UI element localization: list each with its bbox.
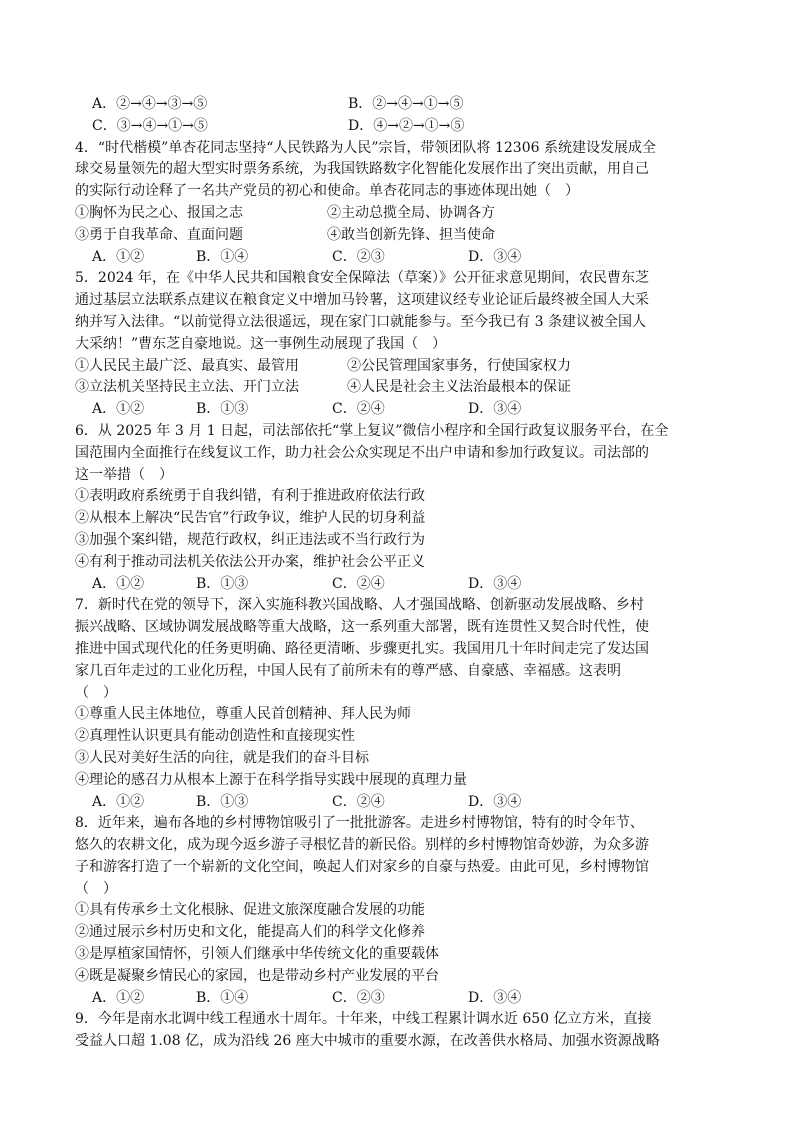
question-4 (75, 138, 725, 269)
statement: ④理论的感召力从根本上源于在科学指导实践中展现的真理力量 (75, 771, 467, 788)
statement: ③人民对美好生活的向往，就是我们的奋斗目标 (75, 749, 369, 766)
statement-row (75, 377, 725, 399)
option-c[interactable]: C．②④ (332, 793, 385, 810)
question-stem-line: 球交易量领先的超大型实时票务系统，为我国铁路数字化智能化发展作出了突出贡献，用自己 (75, 161, 649, 178)
option-c[interactable]: C．②③ (332, 989, 385, 1006)
option-d[interactable]: D．④→②→①→⑤ (348, 117, 465, 134)
statement: ②公民管理国家事务，行使国家权力 (347, 357, 571, 374)
statement: ①人民民主最广泛、最真实、最管用 (75, 357, 299, 374)
question-stem-line: （ ） (75, 684, 117, 701)
question-stem-line: 这一举措（ ） (75, 466, 173, 483)
option-b[interactable]: B．①③ (196, 575, 249, 592)
statement: ③加强个案纠错，规范行政权，纠正违法或不当行政行为 (75, 531, 425, 548)
q3-options-row-2 (75, 116, 725, 138)
question-9 (75, 1009, 725, 1053)
question-stem-line: 的实际行动诠释了一名共产党员的初心和使命。单杏花同志的事迹体现出她（ ） (75, 183, 579, 200)
question-stem-line: 悠久的农耕文化，成为现今返乡游子寻根忆昔的新民俗。别样的乡村博物馆奇妙游，为众多游 (75, 837, 649, 854)
question-stem-line: 4．“时代楷模”单杏花同志坚持“人民铁路为人民”宗旨，带领团队将 12306 系统建设发展成全 (75, 139, 656, 156)
statement: ①表明政府系统勇于自我纠错，有利于推进政府依法行政 (75, 488, 425, 505)
statement: ②主动总揽全局、协调各方 (327, 204, 495, 221)
option-a[interactable]: A．①② (92, 575, 145, 592)
option-b[interactable]: B．①④ (196, 989, 249, 1006)
statement: ③是厚植家国情怀，引领人们继承中华传统文化的重要载体 (75, 946, 439, 963)
option-d[interactable]: D．③④ (468, 248, 522, 265)
question-stem-line: 家几百年走过的工业化历程，中国人民有了前所未有的尊严感、自豪感、幸福感。这表明 (75, 662, 621, 679)
option-c[interactable]: C．③→④→①→⑤ (92, 117, 208, 134)
option-c[interactable]: C．②③ (332, 248, 385, 265)
question-stem-line: 6．从 2025 年 3 月 1 日起，司法部依托“掌上复议”微信小程序和全国行政复议服务平台，在全 (75, 422, 669, 439)
statement: ④有利于推动司法机关依法公开办案，维护社会公平正义 (75, 553, 425, 570)
question-stem-line: 通过基层立法联系点建议在粮食定义中增加马铃薯，这项建议经专业论证后最终被全国人大采 (75, 292, 649, 309)
statement: ②通过展示乡村历史和文化，能提高人们的科学文化修养 (75, 924, 425, 941)
statement: ④既是凝聚乡情民心的家园，也是带动乡村产业发展的平台 (75, 967, 439, 984)
option-b[interactable]: B．①③ (196, 793, 249, 810)
question-stem-line: 纳并写入法律。“以前觉得立法很遥远，现在家门口就能参与。至今我已有 3 条建议被全国人 (75, 313, 646, 330)
option-d[interactable]: D．③④ (468, 575, 522, 592)
options-row (75, 574, 725, 596)
statement: ③立法机关坚持民主立法、开门立法 (75, 379, 299, 396)
question-stem-line: 国范围内全面推行在线复议工作，助力社会公众实现足不出户申请和参加行政复议。司法部的 (75, 444, 649, 461)
option-b[interactable]: B．①③ (196, 401, 249, 418)
question-stem-line: 大采纳！”曹东芝自豪地说。这一事例生动展现了我国（ ） (75, 335, 447, 352)
option-a[interactable]: A．②→④→③→⑤ (92, 96, 208, 112)
question-8 (75, 813, 725, 1009)
options-row (75, 988, 725, 1010)
option-d[interactable]: D．③④ (468, 989, 522, 1006)
question-7 (75, 595, 725, 813)
options-row (75, 399, 725, 421)
option-d[interactable]: D．③④ (468, 401, 522, 418)
statement: ①尊重人民主体地位，尊重人民首创精神、拜人民为师 (75, 706, 411, 723)
statement-row (75, 203, 725, 225)
question-stem-line: 8．近年来，遍布各地的乡村博物馆吸引了一批批游客。走进乡村博物馆，特有的时令年节、 (75, 815, 644, 832)
option-a[interactable]: A．①② (92, 248, 145, 265)
question-5 (75, 268, 725, 421)
statement: ④敢当创新先锋、担当使命 (327, 226, 495, 243)
option-b[interactable]: B．②→④→①→⑤ (348, 96, 464, 112)
statement: ③勇于自我革命、直面问题 (75, 226, 243, 243)
question-6 (75, 421, 725, 595)
option-a[interactable]: A．①② (92, 989, 145, 1006)
options-row (75, 247, 725, 269)
option-c[interactable]: C．②④ (332, 401, 385, 418)
statement: ②从根本上解决“民告官”行政争议，维护人民的切身利益 (75, 510, 426, 527)
statement: ①具有传承乡土文化根脉、促进文旅深度融合发展的功能 (75, 902, 425, 919)
option-c[interactable]: C．②④ (332, 575, 385, 592)
exam-page (75, 94, 725, 1053)
question-stem-line: 7．新时代在党的领导下，深入实施科教兴国战略、人才强国战略、创新驱动发展战略、乡村 (75, 597, 644, 614)
question-stem-line: 振兴战略、区域协调发展战略等重大战略，这一系列重大部署，既有连贯性又契合时代性，使 (75, 619, 649, 636)
question-stem-line: 推进中国式现代化的任务更明确、路径更清晰、步骤更扎实。我国用几十年时间走完了发达国 (75, 640, 649, 657)
statement-row (75, 225, 725, 247)
statement-row (75, 356, 725, 378)
question-stem-line: （ ） (75, 880, 117, 897)
option-a[interactable]: A．①② (92, 793, 145, 810)
option-d[interactable]: D．③④ (468, 793, 522, 810)
option-b[interactable]: B．①④ (196, 248, 249, 265)
question-stem-line: 9．今年是南水北调中线工程通水十周年。十年来，中线工程累计调水近 650 亿立方米，直接 (75, 1011, 652, 1028)
q3-options-row-1 (75, 94, 725, 116)
options-row (75, 792, 725, 814)
question-stem-line: 5．2024 年，在《中华人民共和国粮食安全保障法（草案）》公开征求意见期间，农民曹东芝 (75, 270, 649, 287)
statement: ①胸怀为民之心、报国之志 (75, 204, 243, 221)
option-a[interactable]: A．①② (92, 401, 145, 418)
question-stem-line: 受益人口超 1.08 亿，成为沿线 26 座大中城市的重要水源，在改善供水格局、加强水资源战略 (75, 1033, 660, 1050)
statement: ④人民是社会主义法治最根本的保证 (347, 379, 571, 396)
statement: ②真理性认识更具有能动创造性和直接现实性 (75, 728, 355, 745)
question-stem-line: 子和游客打造了一个崭新的文化空间，唤起人们对家乡的自豪与热爱。由此可见，乡村博物馆 (75, 858, 649, 875)
